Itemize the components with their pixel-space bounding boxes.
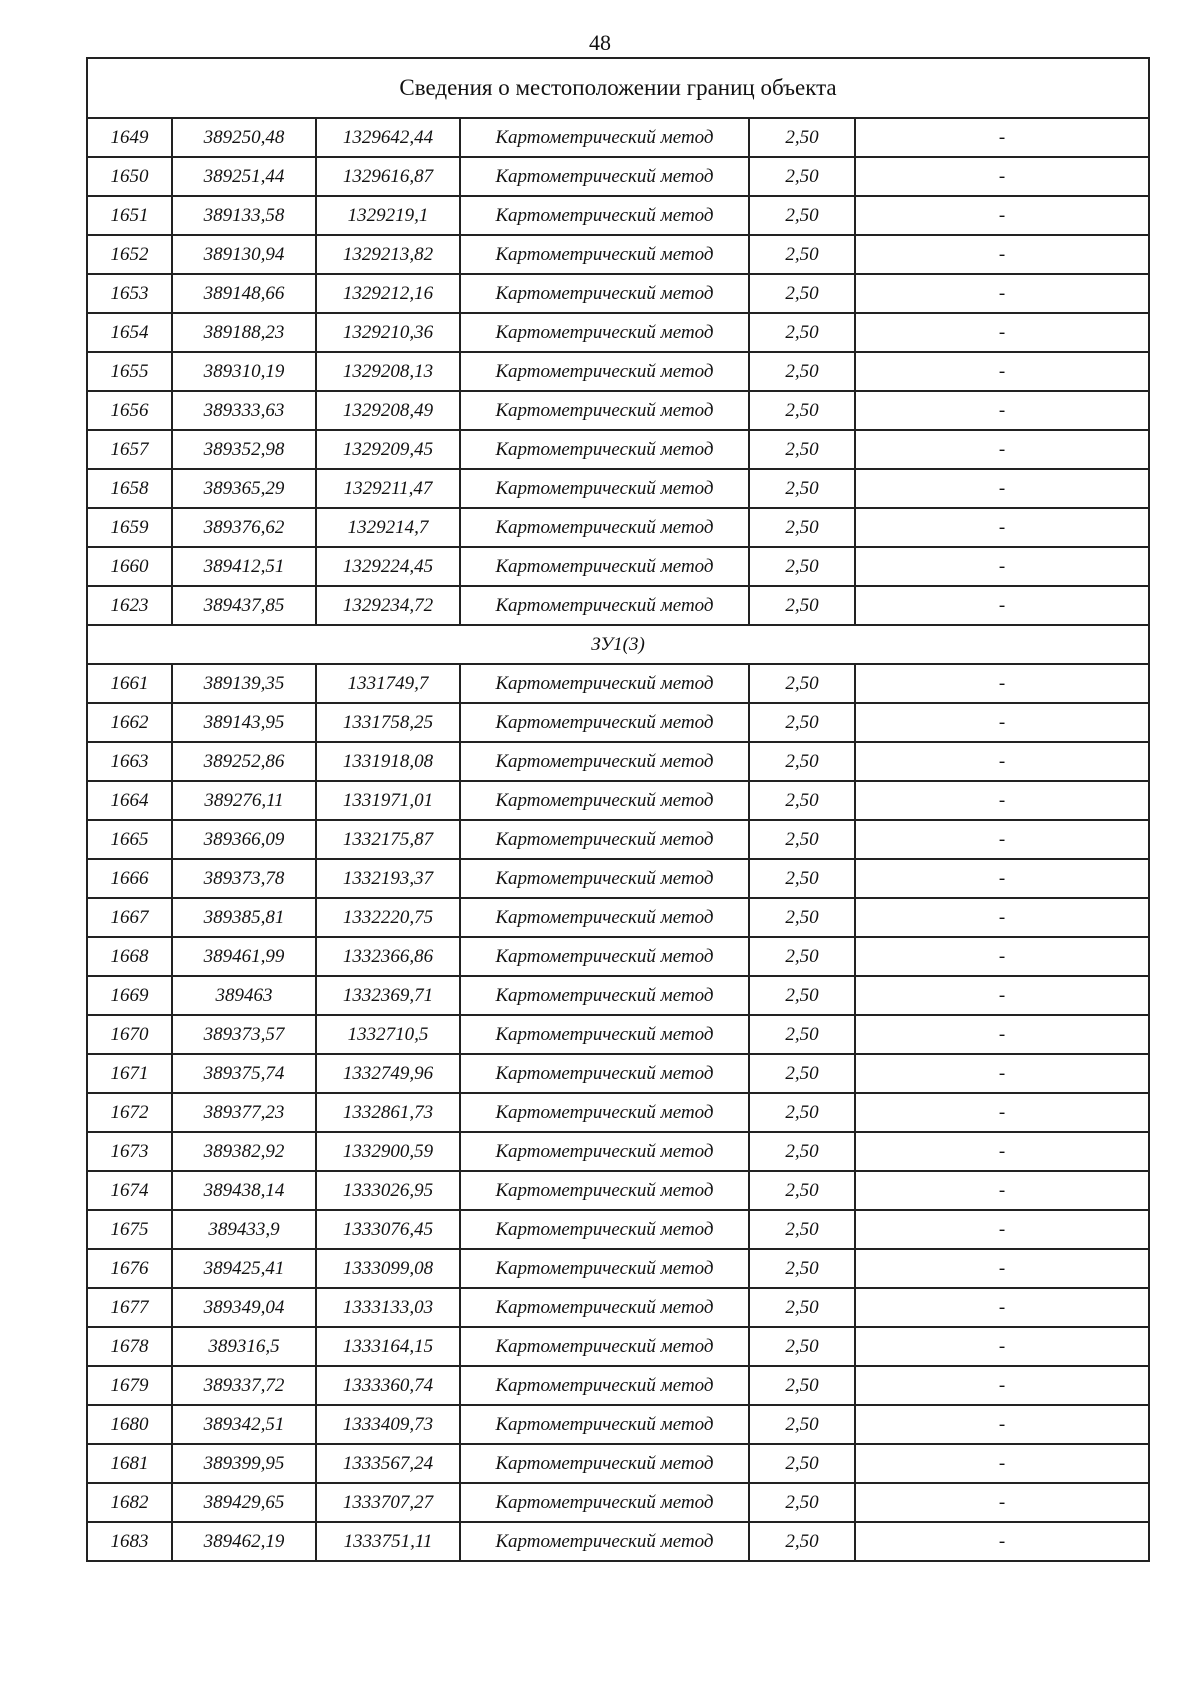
cell-coord-y: 1333409,73: [316, 1405, 460, 1444]
cell-coord-x: 389425,41: [172, 1249, 316, 1288]
cell-coord-x: 389429,65: [172, 1483, 316, 1522]
cell-accuracy: 2,50: [749, 1327, 855, 1366]
cell-description: -: [855, 313, 1149, 352]
cell-coord-x: 389133,58: [172, 196, 316, 235]
cell-description: -: [855, 391, 1149, 430]
cell-coord-y: 1331918,08: [316, 742, 460, 781]
table-row: [87, 859, 1149, 898]
cell-point-number: 1682: [87, 1483, 172, 1522]
cell-accuracy: 2,50: [749, 1522, 855, 1561]
cell-accuracy: 2,50: [749, 1249, 855, 1288]
cell-description: -: [855, 196, 1149, 235]
cell-method: Картометрический метод: [460, 664, 749, 703]
cell-method: Картометрический метод: [460, 1249, 749, 1288]
cell-description: -: [855, 1288, 1149, 1327]
cell-coord-y: 1329219,1: [316, 196, 460, 235]
cell-coord-x: 389148,66: [172, 274, 316, 313]
cell-coord-y: 1329210,36: [316, 313, 460, 352]
cell-coord-x: 389377,23: [172, 1093, 316, 1132]
cell-method: Картометрический метод: [460, 1327, 749, 1366]
cell-coord-y: 1332193,37: [316, 859, 460, 898]
cell-coord-y: 1332369,71: [316, 976, 460, 1015]
cell-accuracy: 2,50: [749, 1366, 855, 1405]
cell-description: -: [855, 664, 1149, 703]
cell-coord-x: 389130,94: [172, 235, 316, 274]
cell-description: -: [855, 859, 1149, 898]
cell-accuracy: 2,50: [749, 586, 855, 625]
cell-method: Картометрический метод: [460, 859, 749, 898]
cell-coord-x: 389438,14: [172, 1171, 316, 1210]
cell-accuracy: 2,50: [749, 430, 855, 469]
cell-accuracy: 2,50: [749, 859, 855, 898]
cell-coord-x: 389250,48: [172, 118, 316, 157]
cell-coord-x: 389433,9: [172, 1210, 316, 1249]
table-row: [87, 547, 1149, 586]
page-number: 48: [589, 30, 611, 55]
table-row: [87, 664, 1149, 703]
cell-coord-x: 389252,86: [172, 742, 316, 781]
cell-description: -: [855, 274, 1149, 313]
cell-point-number: 1677: [87, 1288, 172, 1327]
cell-description: -: [855, 1132, 1149, 1171]
cell-description: -: [855, 1015, 1149, 1054]
cell-description: -: [855, 898, 1149, 937]
cell-method: Картометрический метод: [460, 235, 749, 274]
cell-accuracy: 2,50: [749, 1132, 855, 1171]
cell-coord-x: 389375,74: [172, 1054, 316, 1093]
table-title: Сведения о местоположении границ объекта: [87, 58, 1149, 118]
cell-coord-x: 389385,81: [172, 898, 316, 937]
cell-coord-y: 1329234,72: [316, 586, 460, 625]
cell-coord-x: 389276,11: [172, 781, 316, 820]
cell-coord-x: 389437,85: [172, 586, 316, 625]
cell-description: -: [855, 937, 1149, 976]
cell-method: Картометрический метод: [460, 391, 749, 430]
cell-coord-y: 1331971,01: [316, 781, 460, 820]
cell-description: -: [855, 1522, 1149, 1561]
cell-accuracy: 2,50: [749, 1015, 855, 1054]
cell-method: Картометрический метод: [460, 898, 749, 937]
cell-method: Картометрический метод: [460, 508, 749, 547]
cell-accuracy: 2,50: [749, 703, 855, 742]
cell-point-number: 1665: [87, 820, 172, 859]
table-row: [87, 508, 1149, 547]
cell-coord-x: 389399,95: [172, 1444, 316, 1483]
cell-method: Картометрический метод: [460, 274, 749, 313]
cell-accuracy: 2,50: [749, 898, 855, 937]
cell-method: Картометрический метод: [460, 1483, 749, 1522]
table-row: [87, 820, 1149, 859]
cell-accuracy: 2,50: [749, 937, 855, 976]
cell-point-number: 1652: [87, 235, 172, 274]
table-row: [87, 235, 1149, 274]
cell-method: Картометрический метод: [460, 1288, 749, 1327]
table-row: [87, 703, 1149, 742]
table-row: [87, 1015, 1149, 1054]
table-row: [87, 781, 1149, 820]
cell-accuracy: 2,50: [749, 1171, 855, 1210]
cell-method: Картометрический метод: [460, 820, 749, 859]
cell-point-number: 1662: [87, 703, 172, 742]
cell-point-number: 1659: [87, 508, 172, 547]
cell-accuracy: 2,50: [749, 1483, 855, 1522]
table-row: [87, 196, 1149, 235]
cell-coord-x: 389337,72: [172, 1366, 316, 1405]
cell-accuracy: 2,50: [749, 196, 855, 235]
cell-coord-y: 1333026,95: [316, 1171, 460, 1210]
table-row: [87, 430, 1149, 469]
cell-coord-y: 1329211,47: [316, 469, 460, 508]
cell-accuracy: 2,50: [749, 391, 855, 430]
cell-coord-x: 389462,19: [172, 1522, 316, 1561]
cell-description: -: [855, 430, 1149, 469]
table-row: [87, 1210, 1149, 1249]
table-row: [87, 976, 1149, 1015]
cell-point-number: 1649: [87, 118, 172, 157]
table-row: [87, 1366, 1149, 1405]
boundary-table: [86, 57, 1150, 1562]
cell-description: -: [855, 1327, 1149, 1366]
cell-method: Картометрический метод: [460, 430, 749, 469]
cell-coord-y: 1329214,7: [316, 508, 460, 547]
cell-coord-x: 389373,78: [172, 859, 316, 898]
cell-description: -: [855, 586, 1149, 625]
cell-point-number: 1651: [87, 196, 172, 235]
cell-coord-y: 1329213,82: [316, 235, 460, 274]
cell-description: -: [855, 703, 1149, 742]
cell-method: Картометрический метод: [460, 1015, 749, 1054]
cell-method: Картометрический метод: [460, 937, 749, 976]
cell-coord-x: 389373,57: [172, 1015, 316, 1054]
cell-point-number: 1683: [87, 1522, 172, 1561]
table-row: [87, 274, 1149, 313]
cell-accuracy: 2,50: [749, 508, 855, 547]
table-row: [87, 1483, 1149, 1522]
cell-coord-y: 1333567,24: [316, 1444, 460, 1483]
table-row: [87, 1093, 1149, 1132]
cell-method: Картометрический метод: [460, 976, 749, 1015]
cell-accuracy: 2,50: [749, 469, 855, 508]
cell-description: -: [855, 742, 1149, 781]
cell-coord-x: 389382,92: [172, 1132, 316, 1171]
table-row: [87, 1249, 1149, 1288]
cell-coord-y: 1329642,44: [316, 118, 460, 157]
cell-method: Картометрический метод: [460, 742, 749, 781]
cell-coord-x: 389366,09: [172, 820, 316, 859]
cell-accuracy: 2,50: [749, 1210, 855, 1249]
cell-description: -: [855, 469, 1149, 508]
cell-method: Картометрический метод: [460, 1366, 749, 1405]
table-row: [87, 391, 1149, 430]
cell-coord-y: 1331749,7: [316, 664, 460, 703]
table-row: [87, 313, 1149, 352]
table-row: [87, 469, 1149, 508]
cell-accuracy: 2,50: [749, 1405, 855, 1444]
cell-accuracy: 2,50: [749, 547, 855, 586]
cell-coord-x: 389310,19: [172, 352, 316, 391]
table-row: [87, 1288, 1149, 1327]
cell-method: Картометрический метод: [460, 1093, 749, 1132]
cell-coord-y: 1333360,74: [316, 1366, 460, 1405]
cell-coord-y: 1332175,87: [316, 820, 460, 859]
cell-accuracy: 2,50: [749, 1444, 855, 1483]
cell-coord-y: 1333164,15: [316, 1327, 460, 1366]
cell-method: Картометрический метод: [460, 118, 749, 157]
cell-method: Картометрический метод: [460, 547, 749, 586]
table-row: [87, 1132, 1149, 1171]
cell-point-number: 1657: [87, 430, 172, 469]
cell-point-number: 1670: [87, 1015, 172, 1054]
table-row: [87, 742, 1149, 781]
cell-point-number: 1678: [87, 1327, 172, 1366]
cell-method: Картометрический метод: [460, 1132, 749, 1171]
cell-coord-x: 389188,23: [172, 313, 316, 352]
cell-coord-y: 1332710,5: [316, 1015, 460, 1054]
cell-coord-y: 1331758,25: [316, 703, 460, 742]
table-row: [87, 1405, 1149, 1444]
cell-point-number: 1666: [87, 859, 172, 898]
cell-description: -: [855, 781, 1149, 820]
cell-description: -: [855, 1171, 1149, 1210]
cell-accuracy: 2,50: [749, 742, 855, 781]
cell-method: Картометрический метод: [460, 469, 749, 508]
cell-coord-x: 389461,99: [172, 937, 316, 976]
cell-coord-x: 389139,35: [172, 664, 316, 703]
cell-accuracy: 2,50: [749, 274, 855, 313]
table-row: [87, 157, 1149, 196]
cell-coord-y: 1329209,45: [316, 430, 460, 469]
table-row: [87, 1327, 1149, 1366]
cell-point-number: 1664: [87, 781, 172, 820]
cell-coord-y: 1332366,86: [316, 937, 460, 976]
cell-method: Картометрический метод: [460, 196, 749, 235]
cell-point-number: 1623: [87, 586, 172, 625]
cell-description: -: [855, 1483, 1149, 1522]
cell-point-number: 1653: [87, 274, 172, 313]
cell-accuracy: 2,50: [749, 1288, 855, 1327]
cell-accuracy: 2,50: [749, 976, 855, 1015]
cell-method: Картометрический метод: [460, 352, 749, 391]
cell-coord-x: 389463: [172, 976, 316, 1015]
table-row: [87, 352, 1149, 391]
cell-coord-y: 1332900,59: [316, 1132, 460, 1171]
cell-description: -: [855, 1054, 1149, 1093]
cell-coord-y: 1333099,08: [316, 1249, 460, 1288]
section-row: [87, 625, 1149, 664]
cell-coord-y: 1332749,96: [316, 1054, 460, 1093]
cell-accuracy: 2,50: [749, 313, 855, 352]
cell-method: Картометрический метод: [460, 313, 749, 352]
cell-description: -: [855, 976, 1149, 1015]
table-row: [87, 118, 1149, 157]
cell-coord-x: 389376,62: [172, 508, 316, 547]
cell-accuracy: 2,50: [749, 352, 855, 391]
table-row: [87, 1171, 1149, 1210]
cell-point-number: 1672: [87, 1093, 172, 1132]
cell-point-number: 1681: [87, 1444, 172, 1483]
cell-accuracy: 2,50: [749, 664, 855, 703]
cell-coord-y: 1333076,45: [316, 1210, 460, 1249]
cell-point-number: 1669: [87, 976, 172, 1015]
cell-point-number: 1673: [87, 1132, 172, 1171]
cell-description: -: [855, 508, 1149, 547]
cell-accuracy: 2,50: [749, 157, 855, 196]
cell-method: Картометрический метод: [460, 1444, 749, 1483]
section-label: ЗУ1(3): [87, 625, 1149, 664]
cell-coord-x: 389349,04: [172, 1288, 316, 1327]
cell-coord-y: 1332861,73: [316, 1093, 460, 1132]
cell-description: -: [855, 1405, 1149, 1444]
cell-point-number: 1676: [87, 1249, 172, 1288]
cell-point-number: 1650: [87, 157, 172, 196]
cell-coord-y: 1329208,49: [316, 391, 460, 430]
cell-point-number: 1671: [87, 1054, 172, 1093]
cell-coord-x: 389316,5: [172, 1327, 316, 1366]
cell-coord-y: 1329224,45: [316, 547, 460, 586]
cell-coord-y: 1332220,75: [316, 898, 460, 937]
cell-method: Картометрический метод: [460, 703, 749, 742]
cell-point-number: 1658: [87, 469, 172, 508]
cell-method: Картометрический метод: [460, 1054, 749, 1093]
cell-accuracy: 2,50: [749, 235, 855, 274]
cell-method: Картометрический метод: [460, 781, 749, 820]
cell-coord-x: 389412,51: [172, 547, 316, 586]
cell-coord-x: 389365,29: [172, 469, 316, 508]
table-body: [87, 58, 1149, 1561]
cell-accuracy: 2,50: [749, 820, 855, 859]
cell-coord-x: 389352,98: [172, 430, 316, 469]
cell-coord-y: 1329208,13: [316, 352, 460, 391]
cell-description: -: [855, 1444, 1149, 1483]
cell-method: Картометрический метод: [460, 586, 749, 625]
cell-accuracy: 2,50: [749, 781, 855, 820]
table-title-row: [87, 58, 1149, 118]
cell-description: -: [855, 235, 1149, 274]
cell-coord-y: 1333751,11: [316, 1522, 460, 1561]
table-row: [87, 1522, 1149, 1561]
cell-point-number: 1663: [87, 742, 172, 781]
cell-coord-x: 389251,44: [172, 157, 316, 196]
cell-method: Картометрический метод: [460, 1210, 749, 1249]
cell-method: Картометрический метод: [460, 1522, 749, 1561]
cell-accuracy: 2,50: [749, 1054, 855, 1093]
cell-method: Картометрический метод: [460, 1171, 749, 1210]
table-row: [87, 937, 1149, 976]
cell-coord-y: 1329212,16: [316, 274, 460, 313]
table-row: [87, 586, 1149, 625]
cell-point-number: 1655: [87, 352, 172, 391]
cell-point-number: 1680: [87, 1405, 172, 1444]
table-row: [87, 1444, 1149, 1483]
cell-description: -: [855, 1366, 1149, 1405]
cell-coord-x: 389342,51: [172, 1405, 316, 1444]
cell-point-number: 1660: [87, 547, 172, 586]
cell-description: -: [855, 1093, 1149, 1132]
cell-point-number: 1679: [87, 1366, 172, 1405]
cell-coord-y: 1333133,03: [316, 1288, 460, 1327]
cell-description: -: [855, 547, 1149, 586]
cell-method: Картометрический метод: [460, 1405, 749, 1444]
cell-description: -: [855, 352, 1149, 391]
cell-point-number: 1674: [87, 1171, 172, 1210]
cell-description: -: [855, 1210, 1149, 1249]
cell-description: -: [855, 157, 1149, 196]
cell-point-number: 1661: [87, 664, 172, 703]
cell-coord-x: 389143,95: [172, 703, 316, 742]
cell-point-number: 1668: [87, 937, 172, 976]
table-row: [87, 898, 1149, 937]
cell-description: -: [855, 820, 1149, 859]
cell-point-number: 1656: [87, 391, 172, 430]
cell-description: -: [855, 1249, 1149, 1288]
table-row: [87, 1054, 1149, 1093]
cell-coord-x: 389333,63: [172, 391, 316, 430]
cell-coord-y: 1333707,27: [316, 1483, 460, 1522]
cell-method: Картометрический метод: [460, 157, 749, 196]
cell-coord-y: 1329616,87: [316, 157, 460, 196]
cell-accuracy: 2,50: [749, 118, 855, 157]
cell-description: -: [855, 118, 1149, 157]
cell-accuracy: 2,50: [749, 1093, 855, 1132]
cell-point-number: 1654: [87, 313, 172, 352]
cell-point-number: 1667: [87, 898, 172, 937]
cell-point-number: 1675: [87, 1210, 172, 1249]
